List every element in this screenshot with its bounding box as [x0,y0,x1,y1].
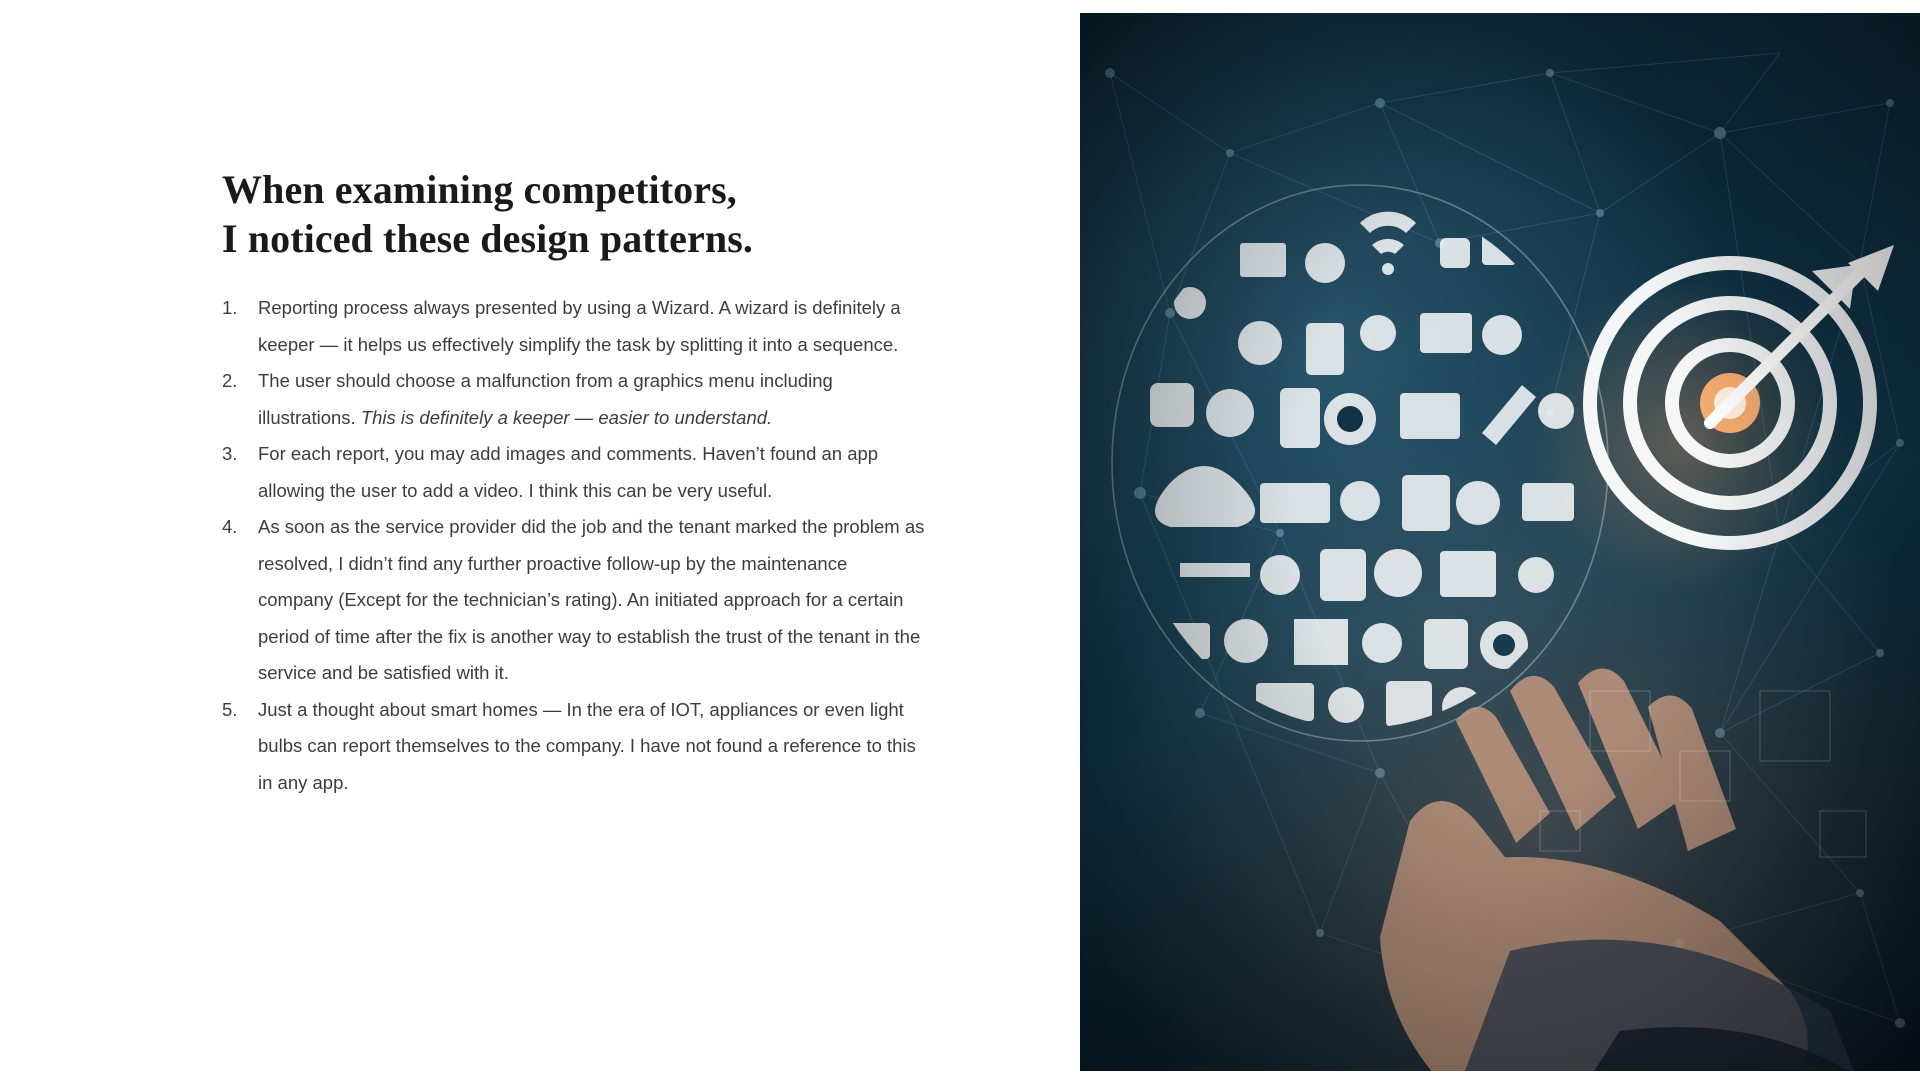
headline-line-1: When examining competitors, [222,166,737,212]
list-item-text-main: For each report, you may add images and comments. Haven’t found an app allowing the user to add a video. I think this can be very useful. [258,443,879,501]
list-item-text [258,297,901,355]
list-item-text-main: Reporting process always presented by using a Wizard. A wizard is definitely a keeper — it helps us effectively simplify the task by splitting it into a sequence. [258,297,901,355]
list-item [222,436,927,509]
technology-photo [1080,13,1920,1071]
list-item-text-main: The user should choose a malfunction from a graphics menu including illustrations. [258,370,833,428]
list-item-text-emphasis: This is definitely a keeper — easier to understand. [360,406,773,428]
list-item-number: 5. [222,698,238,720]
list-item-text-main: As soon as the service provider did the job and the tenant marked the problem as resolved, I didn’t find any further proactive follow-up by the maintenance company (Except for the technician’s rating). An initiated approach for a certain period of time after the fix is another way to establish the trust of the tenant in the service and be satisfied with it. [258,516,925,683]
list-item [222,509,927,692]
list-item-text-main: Just a thought about smart homes — In the era of IOT, appliances or even light bulbs can report themselves to the company. I have not found a reference to this in any app. [258,698,916,793]
hand-touching-screen-icon [1260,391,1920,1071]
list-item-number: 1. [222,297,238,318]
list-item [222,363,927,436]
list-item-number: 4. [222,516,238,537]
list-item [222,692,927,802]
list-item-text [258,443,878,501]
list-item [222,290,927,363]
list-item-number: 3. [222,443,238,464]
list-item-text [258,370,833,428]
list-item-text [258,699,916,793]
findings-list [222,290,927,801]
page-title [222,166,922,264]
headline-line-2: I noticed these design patterns. [222,215,753,261]
list-item-number: 2. [222,370,238,391]
list-item-text [258,516,924,683]
